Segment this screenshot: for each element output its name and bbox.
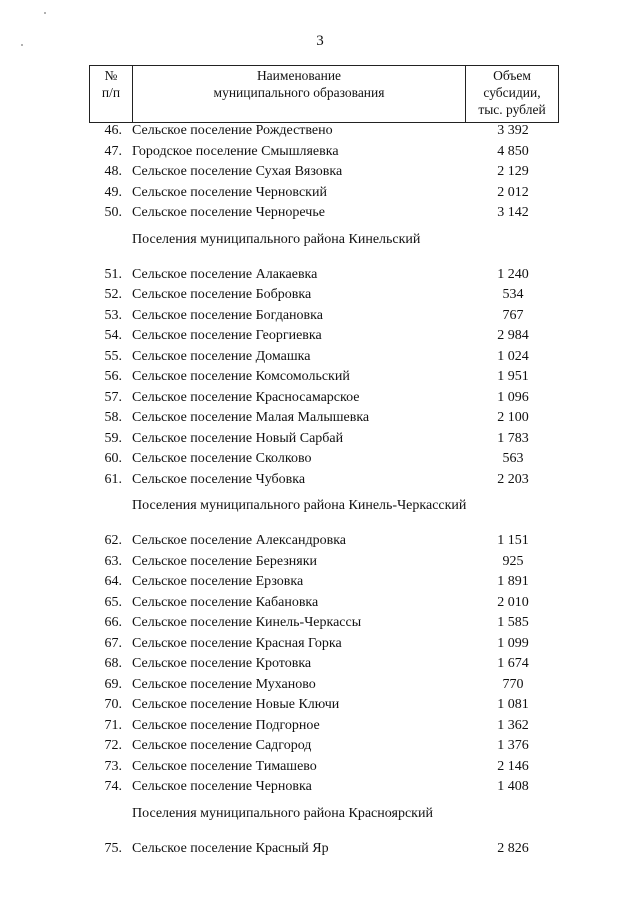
row-value: 534 [502,287,524,302]
row-number: 74. [104,779,122,794]
row-number: 59. [104,430,122,446]
row-name: Сельское поселение Алакаевка [132,266,318,282]
table-row [0,408,640,429]
row-value: 767 [502,307,524,323]
row-name: Сельское поселение Малая Малышевка [132,410,370,425]
row-number: 75. [104,840,122,856]
row-value: 2 203 [497,471,529,487]
table-row [0,613,640,634]
row-value: 4 850 [497,143,529,159]
header-value-line2: субсидии, [483,85,541,100]
row-name: Сельское поселение Красный Яр [132,840,329,856]
row-name: Сельское поселение Красная Горка [132,635,342,651]
table-row [0,531,640,552]
table-row [0,388,640,409]
table-row [0,675,640,696]
row-value: 1 376 [497,738,529,753]
row-value: 925 [502,553,524,569]
row-number: 61. [104,471,122,487]
row-value: 1 240 [497,266,529,282]
page-number: 3 [316,33,324,49]
header-value-cell [466,66,559,123]
row-value: 1 951 [497,369,529,384]
row-name: Сельское поселение Домашка [132,348,311,364]
table-row [0,736,640,757]
row-name: Сельское поселение Черновка [132,779,312,794]
table-row [0,839,640,860]
row-number: 71. [104,717,122,733]
table-row [0,716,640,737]
row-value: 2 146 [497,758,529,774]
row-value: 770 [502,676,524,692]
row-number: 73. [104,758,122,774]
row-number: 47. [104,143,122,159]
row-number: 72. [104,738,122,753]
row-value: 1 024 [497,348,529,364]
row-value: 563 [502,451,524,466]
row-name: Сельское поселение Кабановка [132,594,319,610]
row-name: Сельское поселение Чубовка [132,471,306,487]
row-number: 55. [104,348,122,364]
row-value: 1 151 [497,533,529,548]
table-row [0,593,640,614]
table-row [0,162,640,183]
row-name: Сельское поселение Муханово [132,676,316,692]
row-value: 1 099 [497,635,529,651]
row-value: 2 010 [497,594,529,610]
row-value: 2 012 [497,184,529,200]
row-name: Сельское поселение Новый Сарбай [132,430,344,446]
row-value: 2 100 [497,410,529,425]
table-row [0,572,640,593]
row-number: 53. [104,307,122,323]
row-value: 1 891 [497,574,529,589]
row-name: Городское поселение Смышляевка [132,143,339,159]
row-name: Сельское поселение Черновский [132,184,327,200]
row-number: 64. [104,574,122,589]
table-row [0,121,640,142]
group-0 [0,121,640,224]
row-name: Сельское поселение Кротовка [132,656,312,671]
table-header [89,65,559,123]
header-num-line1: № [104,68,118,83]
row-value: 1 096 [497,389,529,405]
row-name: Сельское поселение Кинель-Черкассы [132,615,362,630]
row-value: 1 081 [497,697,529,712]
row-value: 1 585 [497,615,529,630]
row-name: Сельское поселение Сухая Вязовка [132,164,343,179]
row-number: 62. [104,533,122,548]
table-row [0,470,640,491]
row-value: 3 142 [497,205,529,220]
row-number: 60. [104,451,122,466]
row-number: 65. [104,594,122,610]
row-value: 2 826 [497,840,529,856]
row-number: 67. [104,635,122,651]
row-name: Сельское поселение Подгорное [132,717,320,733]
row-name: Сельское поселение Березняки [132,553,318,569]
header-value-line3: тыс. рублей [478,102,546,117]
header-name-line1: Наименование [256,68,342,83]
row-number: 69. [104,676,122,692]
table-row [0,695,640,716]
header-num-cell [90,66,133,123]
group-1 [0,265,640,491]
table-row [0,306,640,327]
header-value-line1: Объем [493,68,531,83]
header-name-cell [133,66,466,123]
table-row [0,634,640,655]
row-name: Сельское поселение Бобровка [132,287,312,302]
row-number: 52. [104,287,122,302]
row-name: Сельское поселение Рождествено [132,123,333,138]
row-name: Сельское поселение Комсомольский [132,369,350,384]
row-name: Сельское поселение Садгород [132,738,312,753]
row-name: Сельское поселение Черноречье [132,205,325,220]
row-number: 58. [104,410,122,425]
row-value: 3 392 [497,123,529,138]
section-heading-krasnoyarsky: Поселения муниципального района Красноярский [132,805,433,821]
row-number: 68. [104,656,122,671]
section-heading-kinelsky: Поселения муниципального района Кинельский [132,231,421,247]
row-value: 1 408 [497,779,529,794]
row-number: 70. [104,697,122,712]
scan-speck [44,12,46,14]
table-row [0,183,640,204]
row-name: Сельское поселение Сколково [132,451,312,466]
group-3 [0,839,640,860]
table-row [0,142,640,163]
table-row [0,326,640,347]
row-name: Сельское поселение Красносамарское [132,389,360,405]
table-row [0,347,640,368]
row-number: 54. [104,328,122,343]
section-heading-kinel-cherkassky: Поселения муниципального района Кинель-Черкасский [132,498,467,513]
table-row [0,757,640,778]
header-num-line2: п/п [101,85,121,100]
row-value: 2 984 [497,328,529,343]
row-number: 46. [104,123,122,138]
row-number: 48. [104,164,122,179]
table-row [0,203,640,224]
row-name: Сельское поселение Новые Ключи [132,697,340,712]
row-value: 1 362 [497,717,529,733]
row-number: 51. [104,266,122,282]
row-number: 56. [104,369,122,384]
table-row [0,367,640,388]
row-value: 1 674 [497,656,529,671]
row-name: Сельское поселение Богдановка [132,307,323,323]
row-name: Сельское поселение Георгиевка [132,328,322,343]
row-name: Сельское поселение Александровка [132,533,347,548]
table-row [0,654,640,675]
row-name: Сельское поселение Тимашево [132,758,317,774]
table-row [0,552,640,573]
row-number: 50. [104,205,122,220]
row-name: Сельское поселение Ерзовка [132,574,304,589]
table-row [0,285,640,306]
row-number: 49. [104,184,122,200]
table-row [0,449,640,470]
row-number: 66. [104,615,122,630]
table-row [0,429,640,450]
group-2 [0,531,640,798]
table-body [0,121,640,859]
row-value: 2 129 [497,164,529,179]
row-value: 1 783 [497,430,529,446]
table-row [0,265,640,286]
row-number: 57. [104,389,122,405]
row-number: 63. [104,553,122,569]
table-row [0,777,640,798]
header-name-line2: муниципального образования [213,85,385,100]
